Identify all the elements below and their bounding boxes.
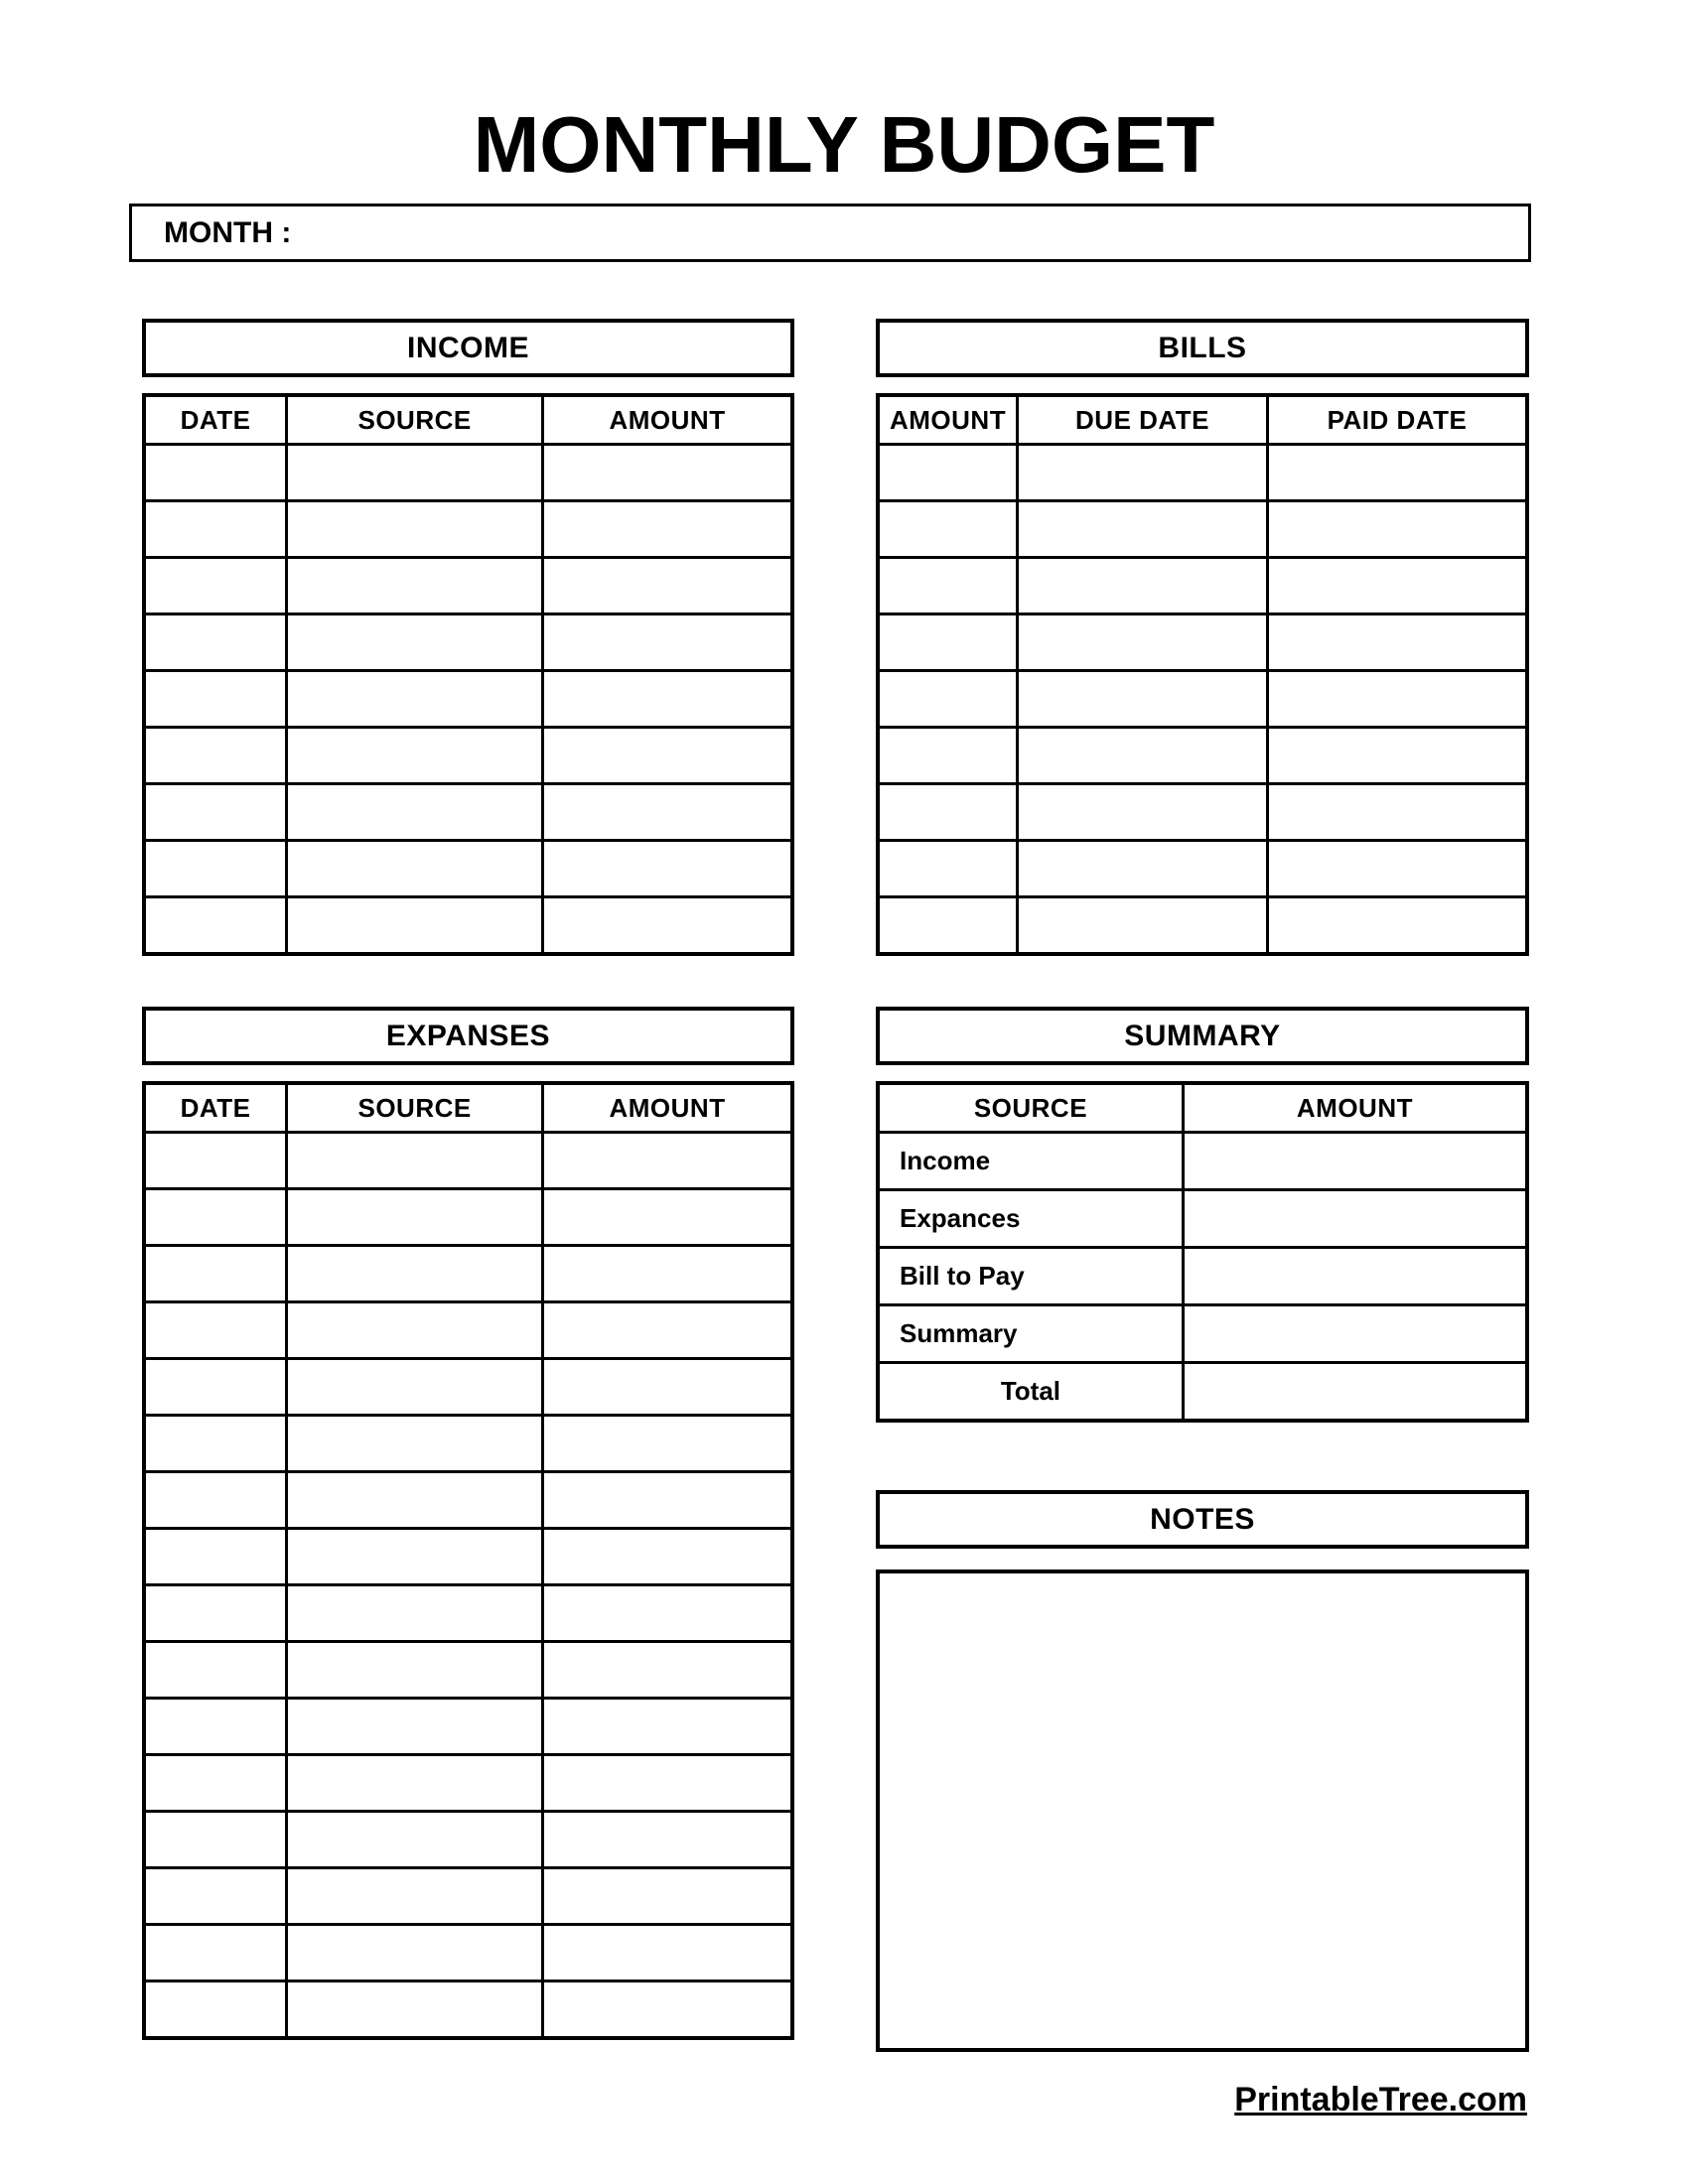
footer-site-link[interactable]: PrintableTree.com <box>1234 2081 1527 2118</box>
table-row <box>144 1189 792 1246</box>
table-row <box>878 784 1527 841</box>
income-table <box>142 393 794 956</box>
column-header-source: SOURCE <box>287 395 543 445</box>
empty-cell[interactable] <box>144 1189 287 1246</box>
empty-cell[interactable] <box>543 728 792 784</box>
empty-cell[interactable] <box>287 1359 543 1416</box>
income-section-title: INCOME <box>142 319 794 377</box>
income-header-row <box>144 395 792 445</box>
summary-label-bill-to-pay: Bill to Pay <box>878 1248 1183 1305</box>
table-row <box>878 558 1527 614</box>
bills-header-row <box>878 395 1527 445</box>
bills-section-title: BILLS <box>876 319 1529 377</box>
empty-cell[interactable] <box>1018 841 1268 897</box>
empty-cell[interactable] <box>144 1868 287 1925</box>
column-header-amount: AMOUNT <box>878 395 1018 445</box>
summary-table <box>876 1081 1529 1423</box>
notes-input-area[interactable] <box>876 1570 1529 2052</box>
table-row <box>144 558 792 614</box>
empty-cell[interactable] <box>287 728 543 784</box>
empty-cell[interactable] <box>287 897 543 955</box>
empty-cell[interactable] <box>543 841 792 897</box>
empty-cell[interactable] <box>1267 501 1527 558</box>
empty-cell[interactable] <box>287 614 543 671</box>
table-row <box>878 445 1527 501</box>
table-row <box>144 671 792 728</box>
empty-cell[interactable] <box>144 1529 287 1585</box>
empty-cell[interactable] <box>1018 501 1268 558</box>
summary-label-expances: Expances <box>878 1190 1183 1248</box>
empty-cell[interactable] <box>287 1472 543 1529</box>
table-row <box>878 841 1527 897</box>
empty-cell[interactable] <box>1018 728 1268 784</box>
empty-cell[interactable] <box>287 1642 543 1699</box>
column-header-paid-date: PAID DATE <box>1267 395 1527 445</box>
column-header-due-date: DUE DATE <box>1018 395 1268 445</box>
column-header-date: DATE <box>144 395 287 445</box>
empty-cell[interactable] <box>287 1529 543 1585</box>
summary-section-title: SUMMARY <box>876 1007 1529 1065</box>
table-row <box>144 445 792 501</box>
empty-cell[interactable] <box>878 841 1018 897</box>
empty-cell[interactable] <box>878 558 1018 614</box>
expanses-table <box>142 1081 794 2040</box>
empty-cell[interactable] <box>144 1699 287 1755</box>
empty-cell[interactable] <box>287 1868 543 1925</box>
notes-section-title: NOTES <box>876 1490 1529 1549</box>
summary-amount-expances[interactable] <box>1183 1190 1527 1248</box>
empty-cell[interactable] <box>287 1416 543 1472</box>
empty-cell[interactable] <box>543 614 792 671</box>
empty-cell[interactable] <box>287 1302 543 1359</box>
summary-row-expances <box>878 1190 1527 1248</box>
empty-cell[interactable] <box>287 1189 543 1246</box>
table-row <box>144 841 792 897</box>
empty-cell[interactable] <box>543 1189 792 1246</box>
table-row <box>144 784 792 841</box>
empty-cell[interactable] <box>144 1642 287 1699</box>
summary-header-row <box>878 1083 1527 1133</box>
empty-cell[interactable] <box>543 1359 792 1416</box>
summary-amount-summary[interactable] <box>1183 1305 1527 1363</box>
table-row <box>144 1755 792 1812</box>
empty-cell[interactable] <box>144 1812 287 1868</box>
empty-cell[interactable] <box>144 558 287 614</box>
empty-cell[interactable] <box>144 728 287 784</box>
empty-cell[interactable] <box>287 671 543 728</box>
summary-amount-income[interactable] <box>1183 1133 1527 1190</box>
table-row <box>144 1416 792 1472</box>
empty-cell[interactable] <box>1018 784 1268 841</box>
empty-cell[interactable] <box>287 1585 543 1642</box>
empty-cell[interactable] <box>543 1925 792 1981</box>
right-column <box>876 319 1529 2052</box>
empty-cell[interactable] <box>287 445 543 501</box>
empty-cell[interactable] <box>543 671 792 728</box>
empty-cell[interactable] <box>543 1133 792 1189</box>
empty-cell[interactable] <box>543 1981 792 2039</box>
column-header-amount: AMOUNT <box>1183 1083 1527 1133</box>
summary-row-total <box>878 1363 1527 1422</box>
empty-cell[interactable] <box>1018 558 1268 614</box>
empty-cell[interactable] <box>1018 897 1268 955</box>
empty-cell[interactable] <box>543 784 792 841</box>
summary-row-bill-to-pay <box>878 1248 1527 1305</box>
page-title: MONTHLY BUDGET <box>473 100 1215 189</box>
income-table-body <box>144 445 792 955</box>
empty-cell[interactable] <box>287 784 543 841</box>
table-row <box>878 671 1527 728</box>
empty-cell[interactable] <box>543 1699 792 1755</box>
empty-cell[interactable] <box>1267 671 1527 728</box>
summary-label-summary: Summary <box>878 1305 1183 1363</box>
expanses-header-row <box>144 1083 792 1133</box>
empty-cell[interactable] <box>287 558 543 614</box>
summary-amount-total[interactable] <box>1183 1363 1527 1422</box>
table-row <box>878 897 1527 955</box>
empty-cell[interactable] <box>144 1359 287 1416</box>
empty-cell[interactable] <box>543 1812 792 1868</box>
empty-cell[interactable] <box>287 841 543 897</box>
empty-cell[interactable] <box>1267 614 1527 671</box>
summary-label-income: Income <box>878 1133 1183 1190</box>
empty-cell[interactable] <box>543 1529 792 1585</box>
bills-table-body <box>878 445 1527 955</box>
month-box <box>129 204 1531 262</box>
empty-cell[interactable] <box>543 897 792 955</box>
table-row <box>144 1981 792 2039</box>
table-row <box>144 1133 792 1189</box>
empty-cell[interactable] <box>543 1868 792 1925</box>
empty-cell[interactable] <box>144 1302 287 1359</box>
empty-cell[interactable] <box>878 897 1018 955</box>
empty-cell[interactable] <box>543 1472 792 1529</box>
empty-cell[interactable] <box>287 1981 543 2039</box>
empty-cell[interactable] <box>543 501 792 558</box>
expanses-table-body <box>144 1133 792 2039</box>
empty-cell[interactable] <box>1267 728 1527 784</box>
empty-cell[interactable] <box>878 614 1018 671</box>
empty-cell[interactable] <box>287 501 543 558</box>
expanses-section-title: EXPANSES <box>142 1007 794 1065</box>
empty-cell[interactable] <box>287 1246 543 1302</box>
empty-cell[interactable] <box>144 784 287 841</box>
column-header-amount: AMOUNT <box>543 395 792 445</box>
empty-cell[interactable] <box>287 1755 543 1812</box>
table-row <box>144 1529 792 1585</box>
empty-cell[interactable] <box>543 1416 792 1472</box>
table-row <box>144 728 792 784</box>
summary-row-summary <box>878 1305 1527 1363</box>
empty-cell[interactable] <box>144 1246 287 1302</box>
empty-cell[interactable] <box>543 1755 792 1812</box>
empty-cell[interactable] <box>144 1981 287 2039</box>
table-row <box>878 728 1527 784</box>
empty-cell[interactable] <box>287 1133 543 1189</box>
empty-cell[interactable] <box>144 897 287 955</box>
table-row <box>144 1868 792 1925</box>
empty-cell[interactable] <box>144 1133 287 1189</box>
empty-cell[interactable] <box>878 445 1018 501</box>
empty-cell[interactable] <box>543 1302 792 1359</box>
empty-cell[interactable] <box>543 1246 792 1302</box>
empty-cell[interactable] <box>1267 897 1527 955</box>
empty-cell[interactable] <box>878 671 1018 728</box>
empty-cell[interactable] <box>144 1925 287 1981</box>
table-row <box>144 897 792 955</box>
table-row <box>878 501 1527 558</box>
table-row <box>144 1302 792 1359</box>
empty-cell[interactable] <box>1267 784 1527 841</box>
empty-cell[interactable] <box>878 501 1018 558</box>
column-header-source: SOURCE <box>287 1083 543 1133</box>
table-row <box>144 1246 792 1302</box>
month-input-area[interactable] <box>291 206 1528 259</box>
empty-cell[interactable] <box>144 1755 287 1812</box>
empty-cell[interactable] <box>543 445 792 501</box>
summary-row-income <box>878 1133 1527 1190</box>
empty-cell[interactable] <box>144 501 287 558</box>
table-row <box>144 614 792 671</box>
table-row <box>144 1585 792 1642</box>
empty-cell[interactable] <box>878 728 1018 784</box>
left-column <box>142 319 794 2040</box>
empty-cell[interactable] <box>543 1642 792 1699</box>
table-row <box>144 1812 792 1868</box>
empty-cell[interactable] <box>144 1585 287 1642</box>
empty-cell[interactable] <box>144 671 287 728</box>
table-row <box>144 1699 792 1755</box>
month-label: MONTH : <box>164 215 292 249</box>
column-header-source: SOURCE <box>878 1083 1183 1133</box>
column-header-amount: AMOUNT <box>543 1083 792 1133</box>
bills-table <box>876 393 1529 956</box>
table-row <box>144 1359 792 1416</box>
empty-cell[interactable] <box>1018 445 1268 501</box>
table-row <box>144 1925 792 1981</box>
empty-cell[interactable] <box>144 1416 287 1472</box>
empty-cell[interactable] <box>1267 558 1527 614</box>
empty-cell[interactable] <box>144 841 287 897</box>
summary-amount-bill-to-pay[interactable] <box>1183 1248 1527 1305</box>
table-row <box>144 501 792 558</box>
column-header-date: DATE <box>144 1083 287 1133</box>
empty-cell[interactable] <box>287 1812 543 1868</box>
empty-cell[interactable] <box>144 614 287 671</box>
empty-cell[interactable] <box>1267 445 1527 501</box>
empty-cell[interactable] <box>878 784 1018 841</box>
empty-cell[interactable] <box>287 1925 543 1981</box>
empty-cell[interactable] <box>287 1699 543 1755</box>
summary-total-label: Total <box>878 1363 1183 1422</box>
empty-cell[interactable] <box>1267 841 1527 897</box>
empty-cell[interactable] <box>543 1585 792 1642</box>
empty-cell[interactable] <box>144 1472 287 1529</box>
empty-cell[interactable] <box>144 445 287 501</box>
empty-cell[interactable] <box>543 558 792 614</box>
table-row <box>878 614 1527 671</box>
table-row <box>144 1642 792 1699</box>
empty-cell[interactable] <box>1018 614 1268 671</box>
table-row <box>144 1472 792 1529</box>
empty-cell[interactable] <box>1018 671 1268 728</box>
